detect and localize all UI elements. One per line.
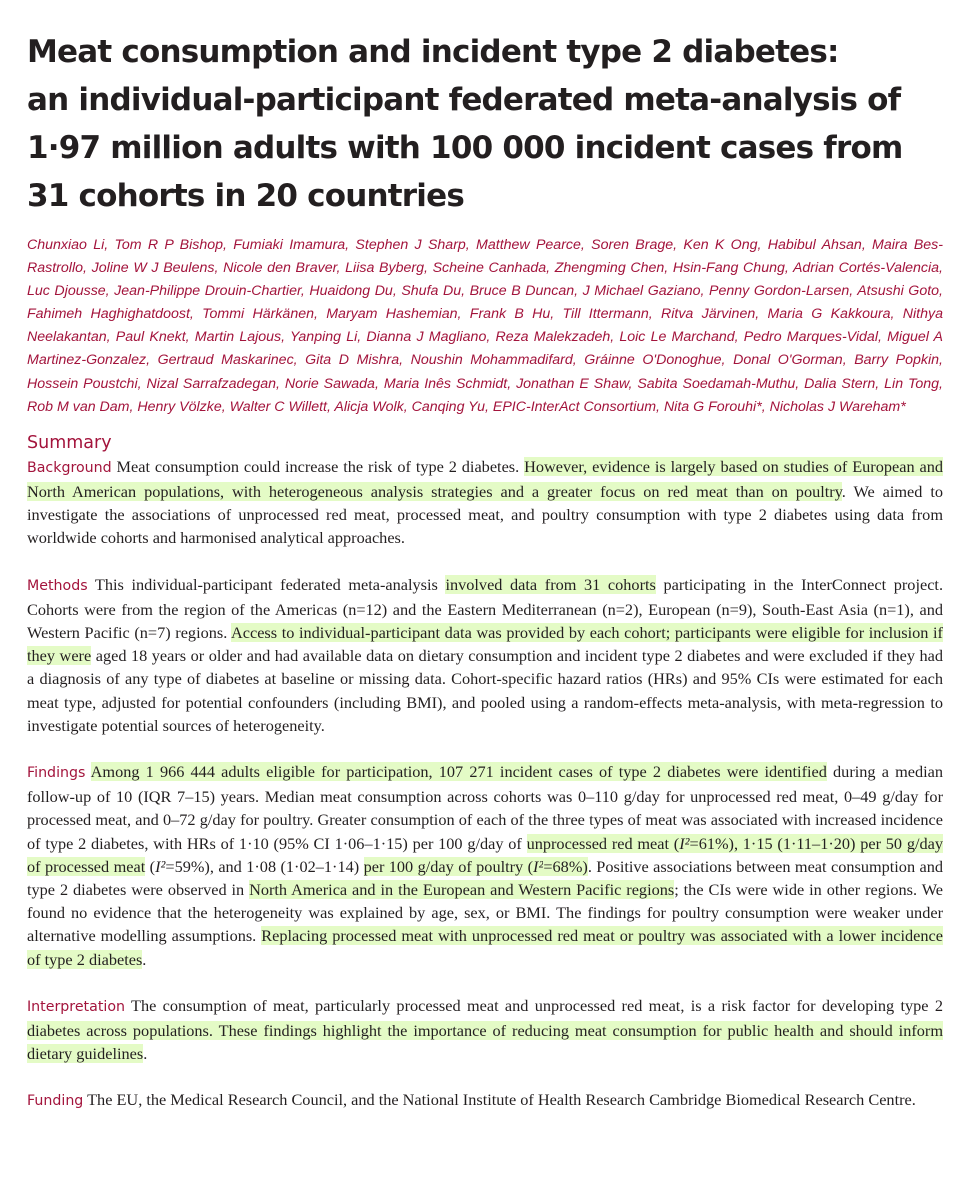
i-squared-symbol: I² <box>679 833 690 853</box>
methods-text: This individual-participant federated meta-analysis <box>87 574 446 594</box>
findings-text: . <box>142 949 147 969</box>
highlighted-text: involved data from 31 cohorts <box>445 574 656 594</box>
title-line: 1·97 million adults with 100 000 incident cases from <box>27 130 903 166</box>
methods-text: participating in the InterConnect project. Cohorts were from the region of the Americas (n=12) and the Eastern Mediterranean (n=2), European (n=9), South-East Asia (n=1), and Western Pacific (n=7) regions. <box>27 574 944 642</box>
background-text: . We aimed to investigate the associations of unprocessed red meat, processed meat, and poultry consumption with type 2 diabetes using data from worldwide cohorts and harmonised analytical approaches. <box>27 481 943 548</box>
highlighted-text: However, evidence is largely based on studies of European and North American populations, with heterogeneous analysis strategies and a greater focus on red meat than on poultry <box>27 456 943 501</box>
funding-text: The EU, the Medical Research Council, and the National Institute of Health Research Cambridge Biomedical Research Centre. <box>83 1090 916 1110</box>
title-line: Meat consumption and incident type 2 diabetes: <box>27 34 839 70</box>
i-squared-symbol: I² <box>155 856 166 876</box>
funding-paragraph <box>27 1088 943 1113</box>
highlighted-text: per 100 g/day of poultry ( <box>363 856 534 876</box>
author-list: Chunxiao Li, Tom R P Bishop, Fumiaki Imamura, Stephen J Sharp, Matthew Pearce, Soren Brage, Ken K Ong, Habibul Ahsan, Maira Bes-Rastrollo, Joline W J Beulens, Nicole den Braver, Liisa Byberg, Scheine Canhada, Zhengming Chen, Hsin-Fang Chung, Adrian Cortés-Valencia, Luc Djousse, Jean-Philippe Drouin-Chartier, Huaidong Du, Shufa Du, Bruce B Duncan, J Michael Gaziano, Penny Gordon-Larsen, Atsushi Goto, Fahimeh Haghighatdoost, Tommi Härkänen, Maryam Hashemian, Frank B Hu, Till Ittermann, Ritva Järvinen, Maria G Kakkoura, Nithya Neelakantan, Paul Knekt, Martin Lajous, Yanping Li, Dianna J Magliano, Reza Malekzadeh, Loic Le Marchand, Pedro Marques-Vidal, Miguel A Martinez-Gonzalez, Gertraud Maskarinec, Gita D Mishra, Noushin Mohammadifard, Gráinne O'Donoghue, Donal O'Gorman, Barry Popkin, Hossein Poustchi, Nizal Sarrafzadegan, Norie Sawada, Maria Inês Schmidt, Jonathan E Shaw, Sabita Soedamah-Muthu, Dalia Stern, Lin Tong, Rob M van Dam, Henry Völzke, Walter C Willett, Alicja Wolk, Canqing Yu, EPIC-InterAct Consortium, Nita G Forouhi*, Nicholas J Wareham* <box>27 237 943 415</box>
interpretation-text: . <box>143 1044 148 1064</box>
findings-text: ; the CIs were wide in other regions. We found no evidence that the heterogeneity was explained by age, sex, or BMI. The findings for poultry consumption were weaker under alternative modelling assumptions. <box>27 880 943 946</box>
title-line: an individual-participant federated meta-analysis of <box>27 82 901 118</box>
highlighted-text: Among 1 966 444 adults eligible for participation, 107 271 incident cases of type 2 diabetes were identified <box>90 761 827 781</box>
highlighted-text: =61%), 1·15 (1·11–1·20) per 50 g/day of processed meat <box>27 833 943 876</box>
findings-label: Findings <box>27 764 86 781</box>
methods-text: aged 18 years or older and had available data on dietary consumption and incident type 2 diabetes and were excluded if they had a diagnosis of any type of diabetes at baseline or missing data. Cohort-specific hazard ratios (HRs) and 95% CIs were estimated for each meat type, adjusted for potential confounders (including BMI), and pooled using a random-effects meta-analysis, with meta-regression to investigate potential sources of heterogeneity. <box>27 646 944 735</box>
highlighted-text: North America and in the European and Western Pacific regions <box>249 880 675 899</box>
findings-text: ( <box>145 856 156 876</box>
highlighted-text: unprocessed red meat ( <box>526 833 680 853</box>
funding-label: Funding <box>27 1093 84 1110</box>
i-squared-symbol: I² <box>533 856 544 876</box>
highlighted-text: diabetes across populations. These findings highlight the importance of reducing meat consumption for public health and should inform dietary guidelines <box>27 1021 943 1064</box>
highlighted-text: Access to individual-participant data was provided by each cohort; participants were eligible for inclusion if they were <box>27 622 943 666</box>
article-title <box>27 28 943 220</box>
methods-paragraph <box>27 573 943 737</box>
highlighted-text: Replacing processed meat with unprocessed red meat or poultry was associated with a lower incidence of type 2 diabetes <box>27 926 943 969</box>
article-page <box>27 28 943 1137</box>
title-line: 31 cohorts in 20 countries <box>27 178 464 214</box>
findings-text: during a median follow-up of 10 (IQR 7–15) years. Median meat consumption across cohorts was 0–110 g/day for unprocessed red meat, 0–49 g/day for processed meat, and 0–72 g/day for poultry. Greater consumption of each of the three types of meat was associated with increased incidence of type 2 diabetes, with HRs of 1·10 (95% CI 1·06–1·15) per 100 g/day of <box>27 761 944 853</box>
background-paragraph <box>27 455 943 550</box>
methods-label: Methods <box>27 577 88 594</box>
background-text: Meat consumption could increase the risk of type 2 diabetes. <box>111 456 525 476</box>
interpretation-text: The consumption of meat, particularly processed meat and unprocessed red meat, is a risk factor for developing type 2 <box>125 995 943 1015</box>
findings-text: =59%), and 1·08 (1·02–1·14) <box>165 856 364 876</box>
findings-text: . Positive associations between meat consumption and type 2 diabetes were observed in <box>27 856 944 899</box>
background-label: Background <box>27 459 112 476</box>
interpretation-paragraph <box>27 994 943 1066</box>
summary-heading: Summary <box>27 432 112 453</box>
highlighted-text: =68%) <box>543 856 588 876</box>
findings-paragraph <box>27 760 943 971</box>
interpretation-label: Interpretation <box>27 998 125 1015</box>
